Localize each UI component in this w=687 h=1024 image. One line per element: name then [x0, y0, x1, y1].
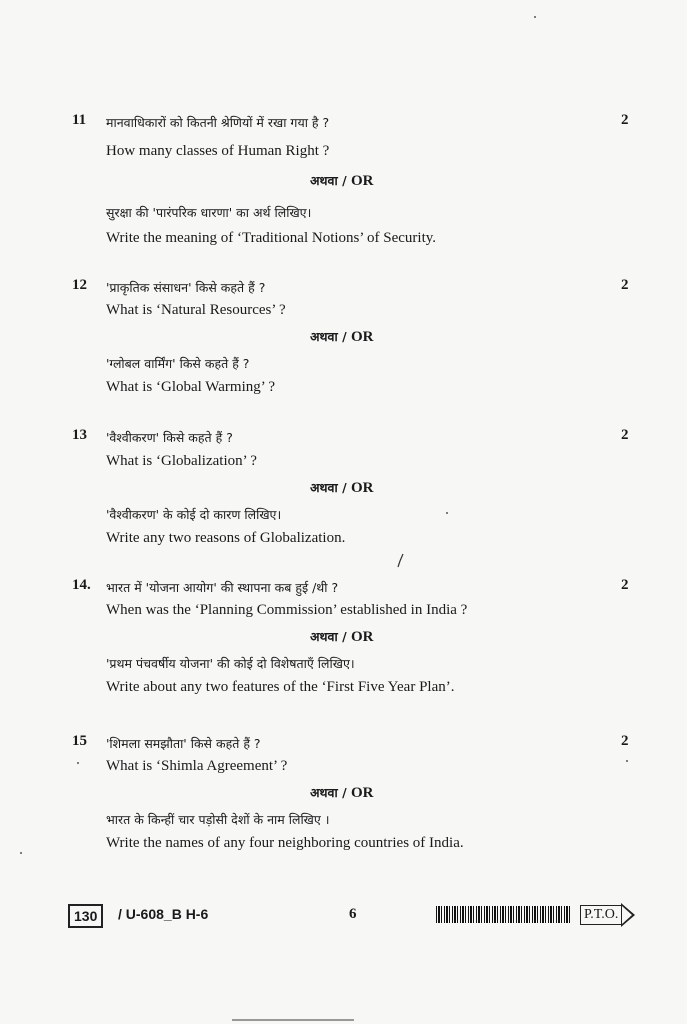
- paper-code: / U-608_B H-6: [118, 906, 209, 922]
- or-separator: अथवा / OR: [310, 329, 374, 345]
- scan-speck: [626, 760, 628, 762]
- question-marks: 2: [621, 277, 629, 293]
- alternate-english: Write about any two features of the ‘First Five Year Plan’.: [106, 679, 455, 695]
- question-number: 11: [72, 112, 87, 128]
- question-hindi: भारत में 'योजना आयोग' की स्थापना कब हुई /थी ?: [106, 580, 339, 595]
- arrow-right-icon: [621, 903, 635, 927]
- question-hindi: मानवाधिकारों को कितनी श्रेणियों में रखा गया है ?: [106, 115, 330, 130]
- page-number: 6: [349, 906, 357, 922]
- alternate-english: What is ‘Global Warming’ ?: [106, 379, 276, 395]
- question-english: How many classes of Human Right ?: [106, 143, 330, 159]
- scan-speck: [20, 852, 22, 854]
- scan-speck: [534, 16, 536, 18]
- question-number: 12: [72, 277, 87, 293]
- question-marks: 2: [621, 733, 629, 749]
- alternate-english: Write the names of any four neighboring countries of India.: [106, 835, 464, 851]
- question-number: 13: [72, 427, 87, 443]
- question-marks: 2: [621, 427, 629, 443]
- alternate-english: Write any two reasons of Globalization.: [106, 530, 346, 546]
- question-english: What is ‘Natural Resources’ ?: [106, 302, 286, 318]
- pen-mark-icon: [394, 553, 406, 569]
- alternate-hindi: 'ग्लोबल वार्मिंग' किसे कहते हैं ?: [106, 356, 250, 371]
- scan-speck: [77, 762, 79, 764]
- or-separator: अथवा / OR: [310, 173, 374, 189]
- question-english: What is ‘Shimla Agreement’ ?: [106, 758, 288, 774]
- question-hindi: 'प्राकृतिक संसाधन' किसे कहते हैं ?: [106, 280, 266, 295]
- question-hindi: 'शिमला समझौता' किसे कहते हैं ?: [106, 736, 261, 751]
- question-number: 15: [72, 733, 87, 749]
- or-separator: अथवा / OR: [310, 785, 374, 801]
- alternate-hindi: 'वैश्वीकरण' के कोई दो कारण लिखिए।: [106, 507, 282, 522]
- question-hindi: 'वैश्वीकरण' किसे कहते हैं ?: [106, 430, 233, 445]
- scan-speck: [446, 512, 448, 514]
- barcode-icon: [436, 906, 570, 923]
- question-marks: 2: [621, 112, 629, 128]
- scan-edge-line: [232, 1019, 354, 1021]
- alternate-hindi: सुरक्षा की 'पारंपरिक धारणा' का अर्थ लिखिए।: [106, 205, 312, 220]
- question-number: 14.: [72, 577, 91, 593]
- pto-arrow: [580, 904, 635, 926]
- pto-label: P.T.O.: [580, 905, 621, 925]
- alternate-english: Write the meaning of ‘Traditional Notions’ of Security.: [106, 230, 437, 246]
- question-marks: 2: [621, 577, 629, 593]
- or-separator: अथवा / OR: [310, 629, 374, 645]
- question-english: What is ‘Globalization’ ?: [106, 453, 257, 469]
- alternate-hindi: भारत के किन्हीं चार पड़ोसी देशों के नाम लिखिए ।: [106, 812, 330, 827]
- question-english: When was the ‘Planning Commission’ established in India ?: [106, 602, 468, 618]
- or-separator: अथवा / OR: [310, 480, 374, 496]
- page-footer: [0, 900, 687, 940]
- paper-code-box: 130: [68, 904, 103, 928]
- alternate-hindi: 'प्रथम पंचवर्षीय योजना' की कोई दो विशेषताएँ लिखिए।: [106, 656, 355, 671]
